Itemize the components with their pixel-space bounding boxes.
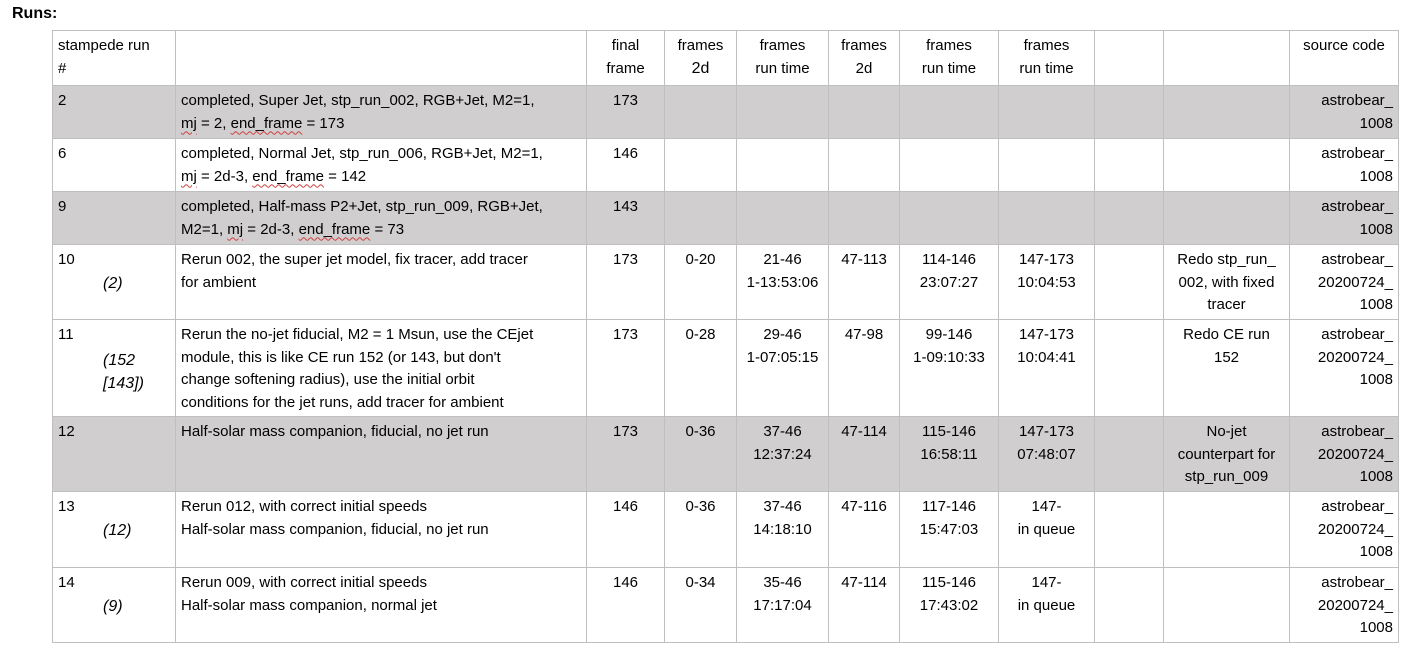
final-frame-cell: 173	[587, 320, 665, 417]
notes-cell: Redo stp_run_ 002, with fixed tracer	[1164, 245, 1290, 320]
frames-2d-cell: 0-36	[665, 492, 737, 568]
notes-cell: No-jet counterpart for stp_run_009	[1164, 417, 1290, 492]
table-row	[53, 245, 1399, 320]
frames-2d-cell: 0-34	[665, 568, 737, 643]
frames-runtime-cell: 37-46 12:37:24	[737, 417, 829, 492]
description-cell: Half-solar mass companion, fiducial, no jet run	[176, 417, 587, 492]
header-frames-2d-a: frames 2d	[665, 31, 737, 86]
header-source-code: source code	[1290, 31, 1399, 86]
header-description	[176, 31, 587, 86]
run-number-cell: 13 (12)	[53, 492, 176, 568]
table-row	[53, 86, 1399, 139]
run-number-cell: 9	[53, 192, 176, 245]
final-frame-cell: 173	[587, 86, 665, 139]
run-number-cell: 12	[53, 417, 176, 492]
previous-run-ref: (152 [143])	[103, 351, 144, 392]
source-code-cell: astrobear_ 20200724_ 1008	[1290, 492, 1399, 568]
frames-runtime-cell	[900, 86, 999, 139]
frames-2d-cell	[829, 86, 900, 139]
empty-cell	[1095, 86, 1164, 139]
frames-runtime-cell	[900, 139, 999, 192]
frames-2d-cell: 47-114	[829, 568, 900, 643]
description-cell: Rerun 009, with correct initial speeds Half-solar mass companion, normal jet	[176, 568, 587, 643]
frames-2d-cell: 0-20	[665, 245, 737, 320]
final-frame-cell: 173	[587, 245, 665, 320]
frames-2d-cell: 0-28	[665, 320, 737, 417]
frames-runtime-cell: 147-173 10:04:41	[999, 320, 1095, 417]
frames-runtime-cell: 147-173 07:48:07	[999, 417, 1095, 492]
frames-2d-cell: 47-98	[829, 320, 900, 417]
empty-cell	[1095, 245, 1164, 320]
frames-runtime-cell	[999, 192, 1095, 245]
previous-run-ref: (9)	[103, 597, 123, 615]
final-frame-cell: 146	[587, 492, 665, 568]
frames-runtime-cell: 147- in queue	[999, 492, 1095, 568]
empty-cell	[1095, 192, 1164, 245]
notes-cell	[1164, 139, 1290, 192]
final-frame-cell: 173	[587, 417, 665, 492]
table-row	[53, 192, 1399, 245]
empty-cell	[1095, 417, 1164, 492]
frames-2d-cell: 47-116	[829, 492, 900, 568]
final-frame-cell: 143	[587, 192, 665, 245]
notes-cell	[1164, 86, 1290, 139]
table-row	[53, 492, 1399, 568]
header-notes	[1164, 31, 1290, 86]
frames-2d-cell	[829, 139, 900, 192]
frames-runtime-cell: 35-46 17:17:04	[737, 568, 829, 643]
table-row	[53, 139, 1399, 192]
frames-runtime-cell: 37-46 14:18:10	[737, 492, 829, 568]
source-code-cell: astrobear_ 1008	[1290, 86, 1399, 139]
frames-runtime-cell: 117-146 15:47:03	[900, 492, 999, 568]
header-row	[53, 31, 1399, 86]
frames-2d-cell: 47-114	[829, 417, 900, 492]
frames-runtime-cell	[737, 86, 829, 139]
header-frames-runtime-c: frames run time	[999, 31, 1095, 86]
header-empty	[1095, 31, 1164, 86]
notes-cell	[1164, 568, 1290, 643]
table-row	[53, 568, 1399, 643]
description-cell: Rerun the no-jet fiducial, M2 = 1 Msun, use the CEjet module, this is like CE run 152 (or 143, but don't change softening radius), use the initial orbit conditions for the jet runs, add tracer for ambient	[176, 320, 587, 417]
notes-cell	[1164, 492, 1290, 568]
description-cell: Rerun 012, with correct initial speeds Half-solar mass companion, fiducial, no jet run	[176, 492, 587, 568]
frames-runtime-cell	[737, 139, 829, 192]
notes-cell	[1164, 192, 1290, 245]
frames-2d-cell: 47-113	[829, 245, 900, 320]
final-frame-cell: 146	[587, 568, 665, 643]
run-number-cell: 6	[53, 139, 176, 192]
frames-2d-cell	[665, 139, 737, 192]
frames-runtime-cell: 115-146 16:58:11	[900, 417, 999, 492]
header-frames-2d-b: frames 2d	[829, 31, 900, 86]
final-frame-cell: 146	[587, 139, 665, 192]
frames-runtime-cell: 114-146 23:07:27	[900, 245, 999, 320]
source-code-cell: astrobear_ 20200724_ 1008	[1290, 568, 1399, 643]
run-number-cell: 11 (152 [143])	[53, 320, 176, 417]
header-frames-runtime-a: frames run time	[737, 31, 829, 86]
description-cell: completed, Normal Jet, stp_run_006, RGB+Jet, M2=1, mj = 2d-3, end_frame = 142	[176, 139, 587, 192]
empty-cell	[1095, 320, 1164, 417]
description-cell: completed, Super Jet, stp_run_002, RGB+Jet, M2=1, mj = 2, end_frame = 173	[176, 86, 587, 139]
runs-table	[52, 30, 1399, 643]
frames-runtime-cell: 147-173 10:04:53	[999, 245, 1095, 320]
source-code-cell: astrobear_ 20200724_ 1008	[1290, 417, 1399, 492]
frames-runtime-cell: 99-146 1-09:10:33	[900, 320, 999, 417]
previous-run-ref: (12)	[103, 521, 132, 539]
frames-runtime-cell: 115-146 17:43:02	[900, 568, 999, 643]
header-frames-runtime-b: frames run time	[900, 31, 999, 86]
frames-runtime-cell: 21-46 1-13:53:06	[737, 245, 829, 320]
source-code-cell: astrobear_ 20200724_ 1008	[1290, 320, 1399, 417]
run-number-cell: 10 (2)	[53, 245, 176, 320]
section-heading: Runs:	[12, 5, 58, 22]
table-row	[53, 320, 1399, 417]
empty-cell	[1095, 492, 1164, 568]
source-code-cell: astrobear_ 1008	[1290, 139, 1399, 192]
frames-runtime-cell: 147- in queue	[999, 568, 1095, 643]
header-run: stampede run #	[53, 31, 176, 86]
frames-runtime-cell: 29-46 1-07:05:15	[737, 320, 829, 417]
empty-cell	[1095, 139, 1164, 192]
frames-2d-cell	[829, 192, 900, 245]
frames-2d-cell	[665, 86, 737, 139]
frames-2d-cell: 0-36	[665, 417, 737, 492]
header-final-frame: final frame	[587, 31, 665, 86]
source-code-cell: astrobear_ 20200724_ 1008	[1290, 245, 1399, 320]
empty-cell	[1095, 568, 1164, 643]
table-row	[53, 417, 1399, 492]
run-number-cell: 2	[53, 86, 176, 139]
frames-runtime-cell	[999, 86, 1095, 139]
description-cell: completed, Half-mass P2+Jet, stp_run_009, RGB+Jet, M2=1, mj = 2d-3, end_frame = 73	[176, 192, 587, 245]
notes-cell: Redo CE run 152	[1164, 320, 1290, 417]
source-code-cell: astrobear_ 1008	[1290, 192, 1399, 245]
previous-run-ref: (2)	[103, 274, 123, 292]
frames-runtime-cell	[999, 139, 1095, 192]
frames-runtime-cell	[900, 192, 999, 245]
frames-runtime-cell	[737, 192, 829, 245]
run-number-cell: 14 (9)	[53, 568, 176, 643]
frames-2d-cell	[665, 192, 737, 245]
description-cell: Rerun 002, the super jet model, fix tracer, add tracer for ambient	[176, 245, 587, 320]
